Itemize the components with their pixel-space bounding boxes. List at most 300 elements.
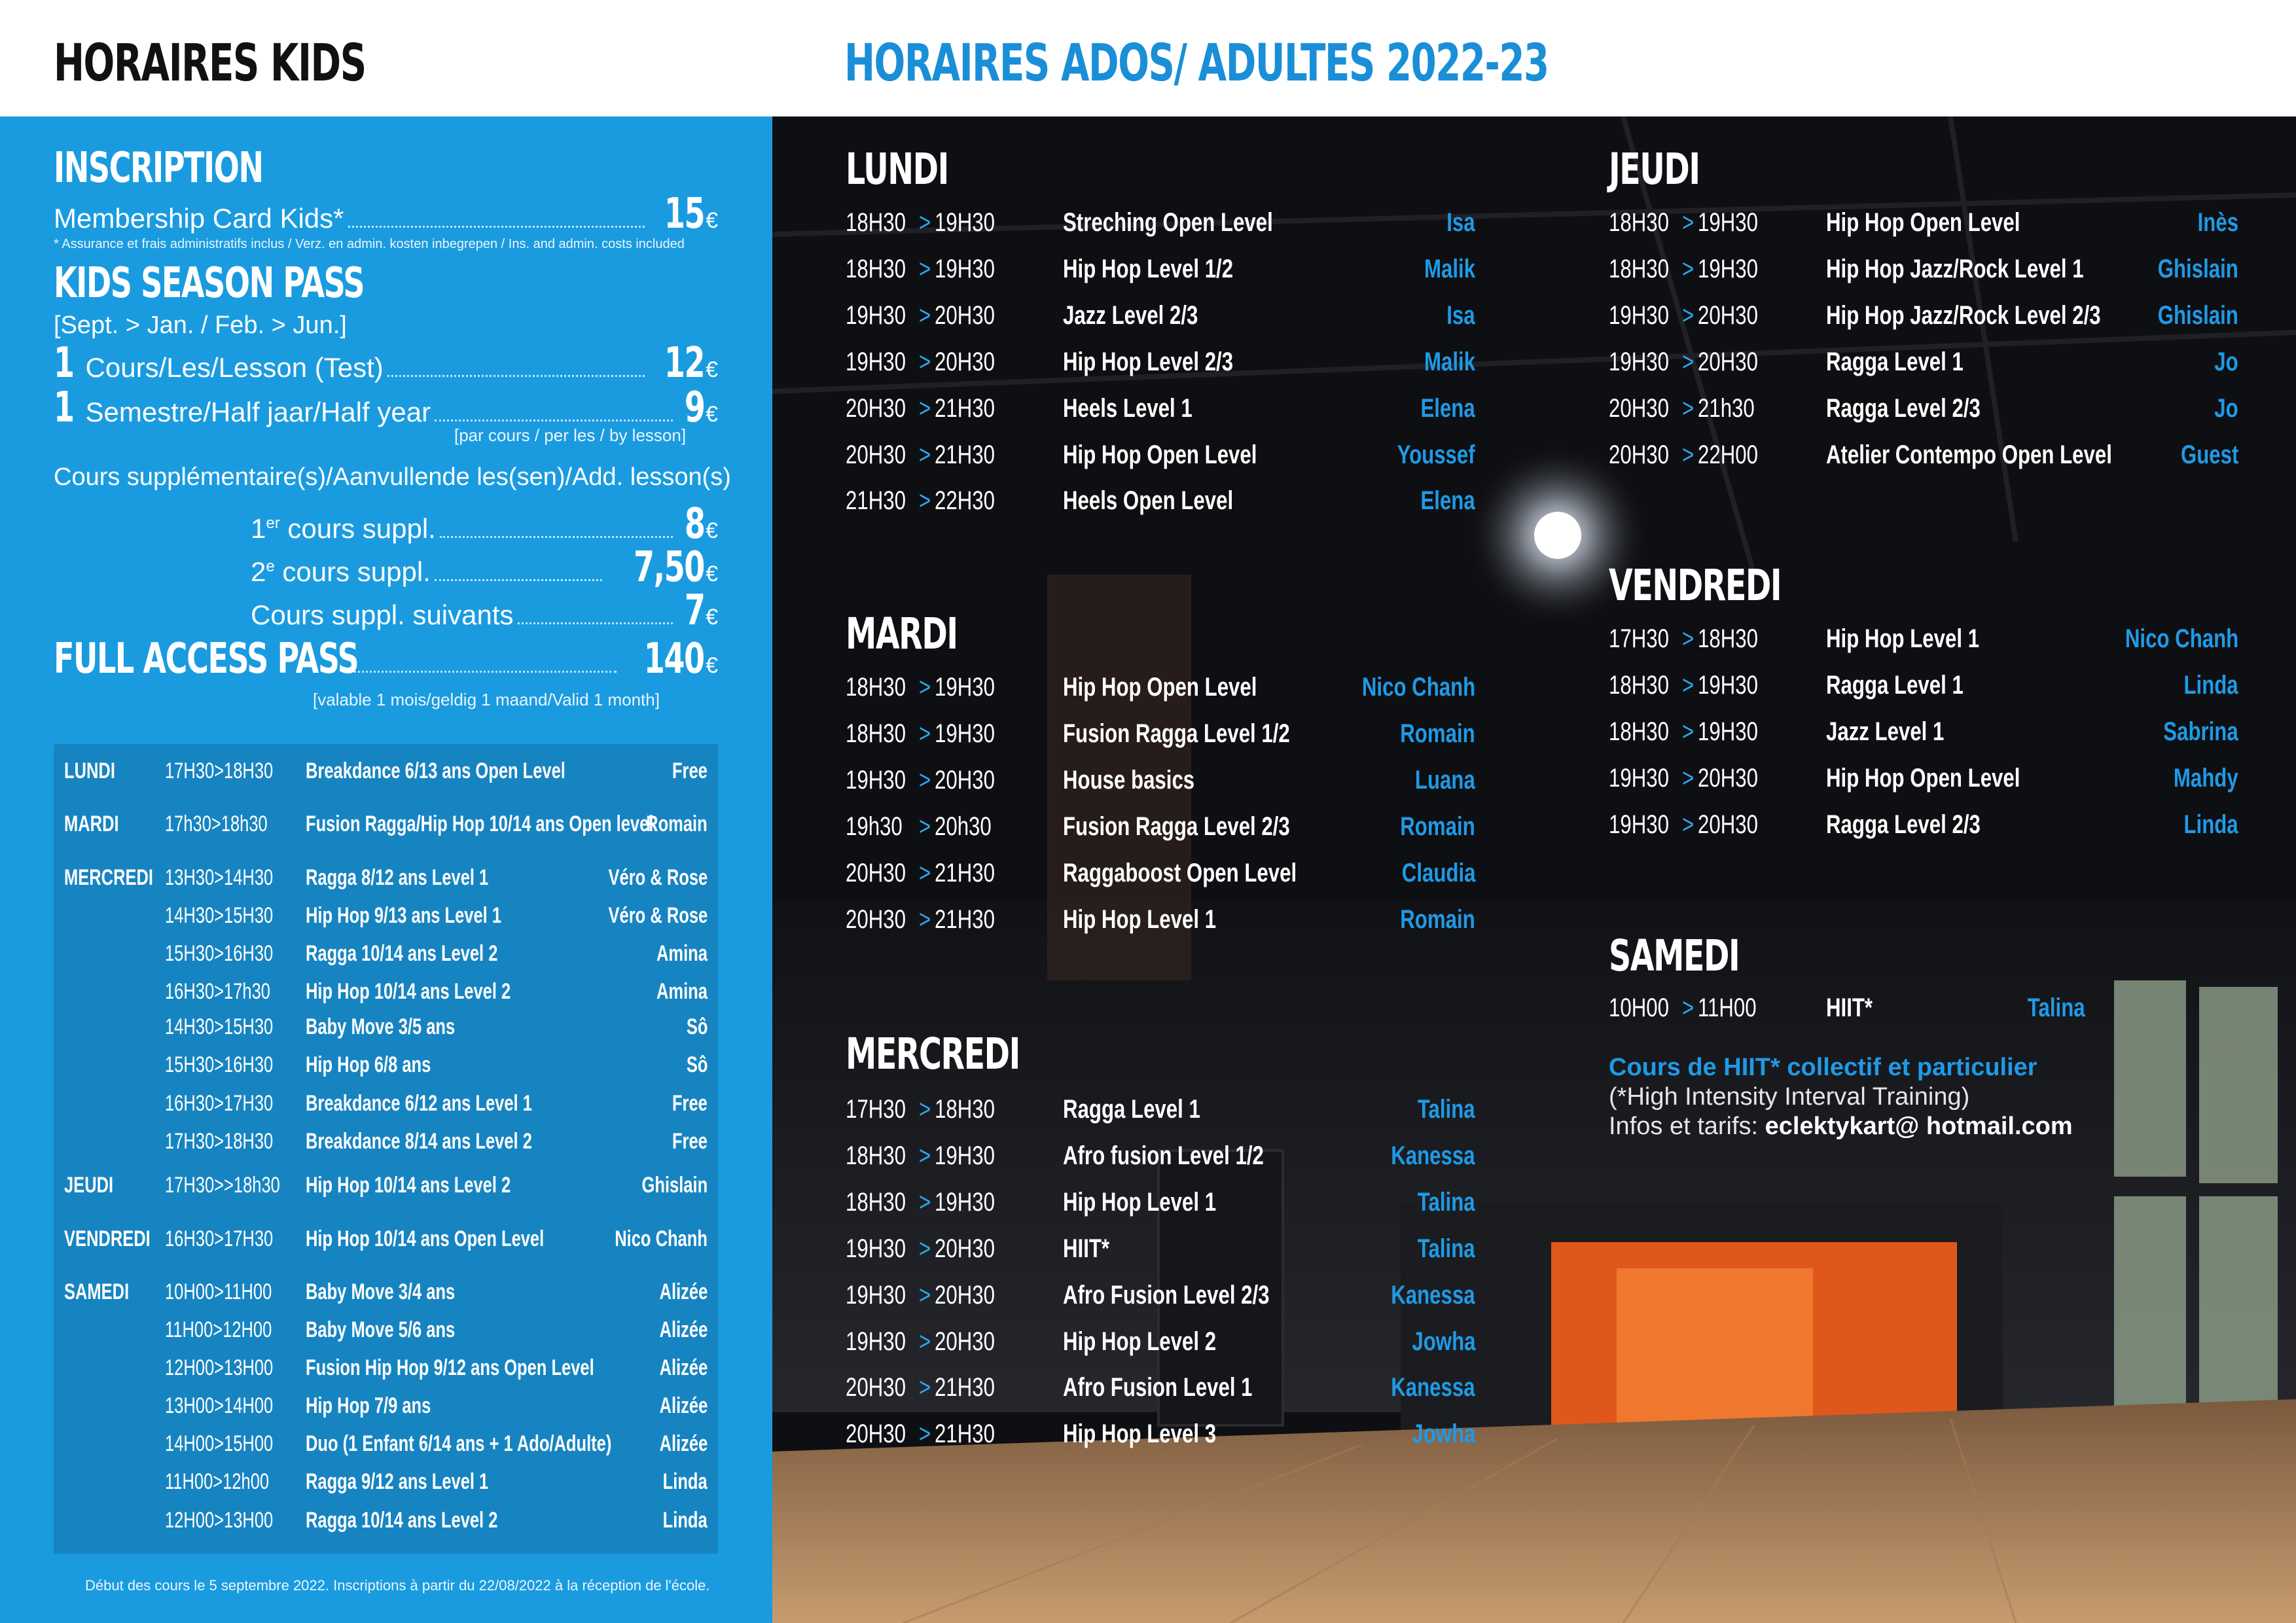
kids-time-range: 11H00>12h00 xyxy=(165,1469,270,1494)
time-arrow: > xyxy=(919,1141,931,1170)
class-name: Hip Hop Level 3 xyxy=(1063,1419,1217,1449)
start-time: 17H30 xyxy=(846,1095,906,1124)
class-name: Atelier Contempo Open Level xyxy=(1826,440,2112,469)
teacher-name: Claudia xyxy=(1401,858,1475,887)
schedule-row xyxy=(846,1095,1475,1134)
kids-schedule-row xyxy=(54,1052,718,1085)
time-arrow: > xyxy=(1682,347,1695,376)
first-extra-lesson-label: 1er cours suppl. xyxy=(251,513,436,544)
schedule-row xyxy=(846,766,1475,805)
start-time: 19H30 xyxy=(1609,300,1669,330)
teacher-name: Jowha xyxy=(1411,1419,1475,1449)
kids-teacher-name: Alizée xyxy=(659,1355,708,1380)
class-name: HIIT* xyxy=(1826,993,1873,1022)
first-extra-lesson-row xyxy=(251,500,718,548)
schedule-row xyxy=(1609,301,2238,340)
end-time: 21H30 xyxy=(935,393,995,423)
end-time: 20H30 xyxy=(935,347,995,376)
start-time: 19H30 xyxy=(1609,763,1669,793)
kids-schedule-row xyxy=(54,1317,718,1350)
end-time: 11H00 xyxy=(1698,993,1757,1022)
semester-price: 9 xyxy=(684,383,705,432)
class-name: HIIT* xyxy=(1063,1234,1110,1263)
kids-time-range: 12H00>13H00 xyxy=(165,1508,274,1533)
class-name: Hip Hop Open Level xyxy=(1826,763,2020,793)
day-heading-jeudi: JEUDI xyxy=(1609,144,1700,194)
schedule-row xyxy=(846,1281,1475,1320)
time-arrow: > xyxy=(919,1095,931,1124)
semester-row xyxy=(54,383,718,432)
schedule-row xyxy=(846,1419,1475,1459)
time-arrow: > xyxy=(1682,440,1695,469)
membership-card-label: Membership Card Kids* xyxy=(54,203,344,234)
teacher-name: Ghislain xyxy=(2157,300,2238,330)
start-time: 19H30 xyxy=(846,765,906,794)
kids-day-label: SAMEDI xyxy=(64,1279,130,1304)
kids-schedule-row xyxy=(54,979,718,1012)
kids-schedule-row xyxy=(54,812,718,844)
schedule-row xyxy=(846,719,1475,758)
class-name: House basics xyxy=(1063,765,1195,794)
hiit-info-contact xyxy=(1609,1113,2132,1141)
kids-class-name: Baby Move 5/6 ans xyxy=(306,1317,456,1342)
kids-schedule-row xyxy=(54,1469,718,1502)
class-name: Ragga Level 2/3 xyxy=(1826,810,1981,839)
kids-day-label: MERCREDI xyxy=(64,865,154,890)
teacher-name: Mahdy xyxy=(2174,763,2238,793)
teacher-name: Youssef xyxy=(1397,440,1475,469)
time-arrow: > xyxy=(1682,393,1695,423)
end-time: 20H30 xyxy=(1698,810,1758,839)
euro-sign: € xyxy=(706,605,718,630)
hiit-info-note xyxy=(1609,1054,2132,1141)
class-name: Fusion Ragga Level 1/2 xyxy=(1063,719,1290,748)
start-time: 21H30 xyxy=(846,486,906,516)
teacher-name: Nico Chanh xyxy=(2125,624,2238,653)
class-name: Hip Hop Open Level xyxy=(1063,673,1257,702)
leader-dots xyxy=(440,536,673,538)
time-arrow: > xyxy=(1682,670,1695,700)
kids-time-range: 14H00>15H00 xyxy=(165,1431,274,1456)
kids-class-name: Hip Hop 9/13 ans Level 1 xyxy=(306,903,502,928)
start-time: 20H30 xyxy=(846,440,906,469)
kids-time-range: 16H30>17h30 xyxy=(165,979,270,1004)
class-name: Streching Open Level xyxy=(1063,208,1273,237)
teacher-name: Jowha xyxy=(1411,1327,1475,1356)
kids-teacher-name: Amina xyxy=(656,979,708,1004)
kids-class-name: Ragga 10/14 ans Level 2 xyxy=(306,1508,498,1533)
schedule-row xyxy=(1609,993,2085,1033)
schedule-row xyxy=(846,301,1475,340)
euro-sign: € xyxy=(706,357,718,382)
kids-teacher-name: Alizée xyxy=(659,1431,708,1456)
full-access-row xyxy=(54,635,718,683)
start-time: 19H30 xyxy=(846,1234,906,1263)
time-arrow: > xyxy=(1682,254,1695,283)
additional-lessons-label: Cours supplémentaire(s)/Aanvullende les(sen)/Add. lesson(s) xyxy=(54,463,731,491)
start-time: 19H30 xyxy=(1609,347,1669,376)
schedule-row xyxy=(1609,671,2238,710)
kids-class-name: Breakdance 8/14 ans Level 2 xyxy=(306,1129,532,1154)
class-name: Hip Hop Jazz/Rock Level 2/3 xyxy=(1826,300,2101,330)
full-access-note: [valable 1 mois/geldig 1 maand/Valid 1 month] xyxy=(313,690,660,709)
time-arrow: > xyxy=(919,1280,931,1310)
end-time: 21H30 xyxy=(935,858,995,887)
schedule-row xyxy=(846,486,1475,526)
start-time: 19H30 xyxy=(846,1327,906,1356)
class-name: Hip Hop Level 1 xyxy=(1063,1187,1217,1217)
class-name: Afro fusion Level 1/2 xyxy=(1063,1141,1264,1170)
schedule-row xyxy=(846,1373,1475,1412)
time-arrow: > xyxy=(1682,763,1695,793)
teacher-name: Inès xyxy=(2197,208,2238,237)
kids-class-name: Breakdance 6/13 ans Open Level xyxy=(306,758,565,783)
euro-sign: € xyxy=(706,518,718,543)
class-name: Ragga Level 1 xyxy=(1826,347,1964,376)
euro-sign: € xyxy=(706,208,718,233)
kids-class-name: Ragga 10/14 ans Level 2 xyxy=(306,941,498,966)
time-arrow: > xyxy=(919,347,931,376)
teacher-name: Sabrina xyxy=(2163,717,2238,746)
schedule-row xyxy=(846,348,1475,387)
semester-count: 1 xyxy=(54,383,74,432)
kids-schedule-row xyxy=(54,1279,718,1312)
kids-class-name: Hip Hop 10/14 ans Level 2 xyxy=(306,1173,511,1198)
kids-class-name: Baby Move 3/4 ans xyxy=(306,1279,456,1304)
start-time: 17H30 xyxy=(1609,624,1669,653)
second-extra-lesson-row xyxy=(251,543,718,592)
start-time: 19H30 xyxy=(846,1280,906,1310)
kids-class-name: Ragga 9/12 ans Level 1 xyxy=(306,1469,489,1494)
start-time: 20H30 xyxy=(846,1419,906,1449)
semester-label: Semestre/Half jaar/Half year xyxy=(85,397,431,427)
kids-footnote: Début des cours le 5 septembre 2022. Inscriptions à partir du 22/08/2022 à la réception de l'école. xyxy=(85,1577,710,1594)
time-arrow: > xyxy=(919,812,931,841)
time-arrow: > xyxy=(919,300,931,330)
hiit-info-title: Cours de HIIT* collectif et particulier xyxy=(1609,1054,2037,1081)
teacher-name: Romain xyxy=(1400,812,1475,841)
start-time: 20H30 xyxy=(846,858,906,887)
schedule-row xyxy=(846,394,1475,433)
membership-card-price: 15 xyxy=(664,190,705,238)
inscription-heading: INSCRIPTION xyxy=(54,144,263,192)
day-heading-mardi: MARDI xyxy=(846,609,958,659)
second-extra-lesson-price: 7,50 xyxy=(634,543,705,592)
kids-teacher-name: Free xyxy=(672,1129,708,1154)
teacher-name: Jo xyxy=(2214,393,2238,423)
kids-teacher-name: Sô xyxy=(686,1014,708,1039)
membership-note: * Assurance et frais administratifs inclus / Verz. en admin. kosten inbegrepen / Ins. and admin. costs included xyxy=(54,237,685,251)
kids-day-label: LUNDI xyxy=(64,758,115,783)
teacher-name: Talina xyxy=(1418,1234,1475,1263)
schedule-row xyxy=(1609,764,2238,803)
class-name: Hip Hop Open Level xyxy=(1063,440,1257,469)
class-name: Ragga Level 2/3 xyxy=(1826,393,1981,423)
teacher-name: Malik xyxy=(1424,254,1475,283)
time-arrow: > xyxy=(919,1187,931,1217)
kids-time-range: 14H30>15H30 xyxy=(165,1014,274,1039)
time-arrow: > xyxy=(919,393,931,423)
end-time: 19H30 xyxy=(935,1141,995,1170)
kids-time-range: 16H30>17H30 xyxy=(165,1091,274,1116)
schedule-row xyxy=(846,673,1475,712)
end-time: 21H30 xyxy=(935,440,995,469)
hiit-info-subtitle: (*High Intensity Interval Training) xyxy=(1609,1083,1970,1111)
start-time: 18H30 xyxy=(1609,670,1669,700)
schedule-row xyxy=(1609,810,2238,849)
euro-sign: € xyxy=(706,562,718,586)
time-arrow: > xyxy=(919,440,931,469)
test-lesson-row xyxy=(54,339,718,387)
schedule-row xyxy=(846,812,1475,851)
time-arrow: > xyxy=(919,719,931,748)
teacher-name: Talina xyxy=(2028,993,2085,1022)
test-lesson-price: 12 xyxy=(664,339,705,387)
leader-dots xyxy=(435,419,672,421)
time-arrow: > xyxy=(1682,810,1695,839)
start-time: 20H30 xyxy=(846,1373,906,1402)
class-name: Hip Hop Level 2 xyxy=(1063,1327,1217,1356)
kids-schedule-row xyxy=(54,941,718,974)
day-heading-mercredi: MERCREDI xyxy=(846,1029,1020,1079)
schedule-row xyxy=(846,905,1475,944)
leader-dots xyxy=(435,579,602,581)
teacher-name: Romain xyxy=(1400,904,1475,934)
schedule-row xyxy=(1609,624,2238,664)
teacher-name: Guest xyxy=(2180,440,2238,469)
end-time: 19H30 xyxy=(935,673,995,702)
kids-schedule-row xyxy=(54,1393,718,1426)
contact-email-link[interactable]: eclektykart@ hotmail.com xyxy=(1765,1113,2073,1140)
kids-teacher-name: Nico Chanh xyxy=(615,1226,708,1251)
end-time: 20H30 xyxy=(1698,763,1758,793)
kids-teacher-name: Ghislain xyxy=(641,1173,708,1198)
start-time: 20H30 xyxy=(846,393,906,423)
lesson-count: 1 xyxy=(54,339,74,387)
start-time: 10H00 xyxy=(1609,993,1669,1022)
kids-time-range: 16H30>17H30 xyxy=(165,1226,274,1251)
end-time: 20H30 xyxy=(935,765,995,794)
time-arrow: > xyxy=(1682,300,1695,330)
kids-time-range: 10H00>11H00 xyxy=(165,1279,272,1304)
schedule-row xyxy=(846,1327,1475,1366)
start-time: 20H30 xyxy=(1609,440,1669,469)
start-time: 18H30 xyxy=(846,208,906,237)
day-heading-lundi: LUNDI xyxy=(846,144,948,194)
leader-dots xyxy=(387,375,645,377)
kids-time-range: 13H00>14H00 xyxy=(165,1393,274,1418)
kids-time-range: 15H30>16H30 xyxy=(165,1052,274,1077)
kids-day-label: MARDI xyxy=(64,812,119,836)
teacher-name: Talina xyxy=(1418,1095,1475,1124)
kids-schedule-row xyxy=(54,1355,718,1388)
kids-season-pass-heading: KIDS SEASON PASS xyxy=(54,259,365,308)
kids-class-name: Hip Hop 10/14 ans Open Level xyxy=(306,1226,545,1251)
next-extra-lessons-price: 7 xyxy=(684,586,705,635)
kids-time-range: 14H30>15H30 xyxy=(165,903,274,928)
kids-time-range: 17H30>18H30 xyxy=(165,1129,274,1154)
kids-class-name: Hip Hop 7/9 ans xyxy=(306,1393,431,1418)
teacher-name: Isa xyxy=(1446,208,1475,237)
class-name: Hip Hop Open Level xyxy=(1826,208,2020,237)
start-time: 18H30 xyxy=(846,719,906,748)
teacher-name: Linda xyxy=(2183,810,2238,839)
class-name: Ragga Level 1 xyxy=(1063,1095,1200,1124)
leader-dots xyxy=(346,671,617,673)
kids-time-range: 11H00>12H00 xyxy=(165,1317,272,1342)
day-heading-samedi: SAMEDI xyxy=(1609,931,1740,981)
start-time: 18H30 xyxy=(846,673,906,702)
schedule-row xyxy=(846,440,1475,480)
kids-time-range: 17H30>18H30 xyxy=(165,758,274,783)
kids-time-range: 13H30>14H30 xyxy=(165,865,274,890)
end-time: 21H30 xyxy=(935,1419,995,1449)
time-arrow: > xyxy=(919,1373,931,1402)
kids-day-label: VENDREDI xyxy=(64,1226,151,1251)
time-arrow: > xyxy=(919,208,931,237)
time-arrow: > xyxy=(919,254,931,283)
schedule-row xyxy=(846,208,1475,247)
teacher-name: Ghislain xyxy=(2157,254,2238,283)
class-name: Hip Hop Jazz/Rock Level 1 xyxy=(1826,254,2084,283)
teacher-name: Elena xyxy=(1420,393,1475,423)
kids-schedule-row xyxy=(54,1014,718,1047)
kids-teacher-name: Amina xyxy=(656,941,708,966)
kids-schedule-row xyxy=(54,865,718,898)
kids-schedule-row xyxy=(54,903,718,936)
schedule-row xyxy=(846,255,1475,294)
kids-time-range: 12H00>13H00 xyxy=(165,1355,274,1380)
kids-teacher-name: Linda xyxy=(662,1469,708,1494)
schedule-row xyxy=(1609,717,2238,757)
schedule-row xyxy=(846,1188,1475,1227)
class-name: Jazz Level 1 xyxy=(1826,717,1945,746)
kids-day-label: JEUDI xyxy=(64,1173,114,1198)
end-time: 19H30 xyxy=(935,254,995,283)
kids-schedule-row xyxy=(54,1091,718,1124)
start-time: 19h30 xyxy=(846,812,903,841)
class-name: Fusion Ragga Level 2/3 xyxy=(1063,812,1290,841)
schedule-row xyxy=(1609,348,2238,387)
season-period: [Sept. > Jan. / Feb. > Jun.] xyxy=(54,312,347,339)
class-name: Ragga Level 1 xyxy=(1826,670,1964,700)
kids-class-name: Fusion Ragga/Hip Hop 10/14 ans Open level xyxy=(306,812,654,836)
kids-teacher-name: Linda xyxy=(662,1508,708,1533)
class-name: Afro Fusion Level 2/3 xyxy=(1063,1280,1270,1310)
schedule-row xyxy=(846,1141,1475,1181)
teacher-name: Kanessa xyxy=(1391,1141,1475,1170)
kids-teacher-name: Sô xyxy=(686,1052,708,1077)
kids-teacher-name: Véro & Rose xyxy=(608,903,708,928)
kids-teacher-name: Romain xyxy=(646,812,708,836)
kids-teacher-name: Free xyxy=(672,758,708,783)
end-time: 22H30 xyxy=(935,486,995,516)
end-time: 19H30 xyxy=(1698,717,1758,746)
class-name: Hip Hop Level 1 xyxy=(1063,904,1217,934)
end-time: 19H30 xyxy=(935,1187,995,1217)
kids-class-name: Fusion Hip Hop 9/12 ans Open Level xyxy=(306,1355,594,1380)
time-arrow: > xyxy=(919,673,931,702)
end-time: 20H30 xyxy=(935,1327,995,1356)
schedule-row xyxy=(846,859,1475,898)
start-time: 18H30 xyxy=(1609,208,1669,237)
start-time: 18H30 xyxy=(846,1187,906,1217)
start-time: 19H30 xyxy=(846,347,906,376)
kids-schedule-row xyxy=(54,1129,718,1162)
kids-time-range: 17h30>18h30 xyxy=(165,812,268,836)
kids-schedule-row xyxy=(54,1173,718,1205)
time-arrow: > xyxy=(1682,208,1695,237)
contact-label: Infos et tarifs: xyxy=(1609,1113,1765,1140)
teacher-name: Luana xyxy=(1415,765,1475,794)
class-name: Hip Hop Level 1/2 xyxy=(1063,254,1234,283)
start-time: 18H30 xyxy=(1609,717,1669,746)
end-time: 19H30 xyxy=(1698,254,1758,283)
end-time: 19H30 xyxy=(935,719,995,748)
test-lesson-label: Cours/Les/Lesson (Test) xyxy=(85,352,384,383)
start-time: 20H30 xyxy=(846,904,906,934)
euro-sign: € xyxy=(706,402,718,427)
kids-teacher-name: Alizée xyxy=(659,1393,708,1418)
end-time: 21H30 xyxy=(935,904,995,934)
kids-schedule-row xyxy=(54,758,718,791)
end-time: 18H30 xyxy=(935,1095,995,1124)
second-extra-lesson-label: 2e cours suppl. xyxy=(251,556,431,587)
full-access-heading: FULL ACCESS PASS xyxy=(54,635,359,683)
next-extra-lessons-label: Cours suppl. suivants xyxy=(251,599,514,630)
end-time: 20H30 xyxy=(1698,347,1758,376)
time-arrow: > xyxy=(919,904,931,934)
teacher-name: Romain xyxy=(1400,719,1475,748)
kids-class-name: Hip Hop 6/8 ans xyxy=(306,1052,431,1077)
teacher-name: Nico Chanh xyxy=(1361,673,1475,702)
kids-class-name: Hip Hop 10/14 ans Level 2 xyxy=(306,979,511,1004)
euro-sign: € xyxy=(706,653,718,678)
start-time: 18H30 xyxy=(1609,254,1669,283)
class-name: Raggaboost Open Level xyxy=(1063,858,1297,887)
end-time: 20H30 xyxy=(1698,300,1758,330)
end-time: 20H30 xyxy=(935,1280,995,1310)
end-time: 20H30 xyxy=(935,300,995,330)
time-arrow: > xyxy=(1682,993,1695,1022)
class-name: Afro Fusion Level 1 xyxy=(1063,1373,1253,1402)
teacher-name: Talina xyxy=(1418,1187,1475,1217)
leader-dots xyxy=(348,226,645,228)
next-extra-lessons-row xyxy=(251,586,718,635)
end-time: 20H30 xyxy=(935,1234,995,1263)
per-lesson-note: [par cours / per les / by lesson] xyxy=(454,425,687,445)
time-arrow: > xyxy=(919,1419,931,1449)
end-time: 18H30 xyxy=(1698,624,1758,653)
kids-time-range: 17H30>>18h30 xyxy=(165,1173,280,1198)
schedule-row xyxy=(1609,255,2238,294)
schedule-row xyxy=(846,1234,1475,1274)
kids-class-name: Breakdance 6/12 ans Level 1 xyxy=(306,1091,532,1116)
teacher-name: Isa xyxy=(1446,300,1475,330)
end-time: 19H30 xyxy=(935,208,995,237)
kids-time-range: 15H30>16H30 xyxy=(165,941,274,966)
time-arrow: > xyxy=(919,858,931,887)
kids-schedule-row xyxy=(54,1226,718,1259)
teacher-name: Jo xyxy=(2214,347,2238,376)
end-time: 21h30 xyxy=(1698,393,1755,423)
start-time: 20H30 xyxy=(1609,393,1669,423)
end-time: 19H30 xyxy=(1698,208,1758,237)
kids-schedule-title: HORAIRES KIDS xyxy=(54,34,366,93)
end-time: 21H30 xyxy=(935,1373,995,1402)
kids-teacher-name: Alizée xyxy=(659,1317,708,1342)
end-time: 22H00 xyxy=(1698,440,1758,469)
